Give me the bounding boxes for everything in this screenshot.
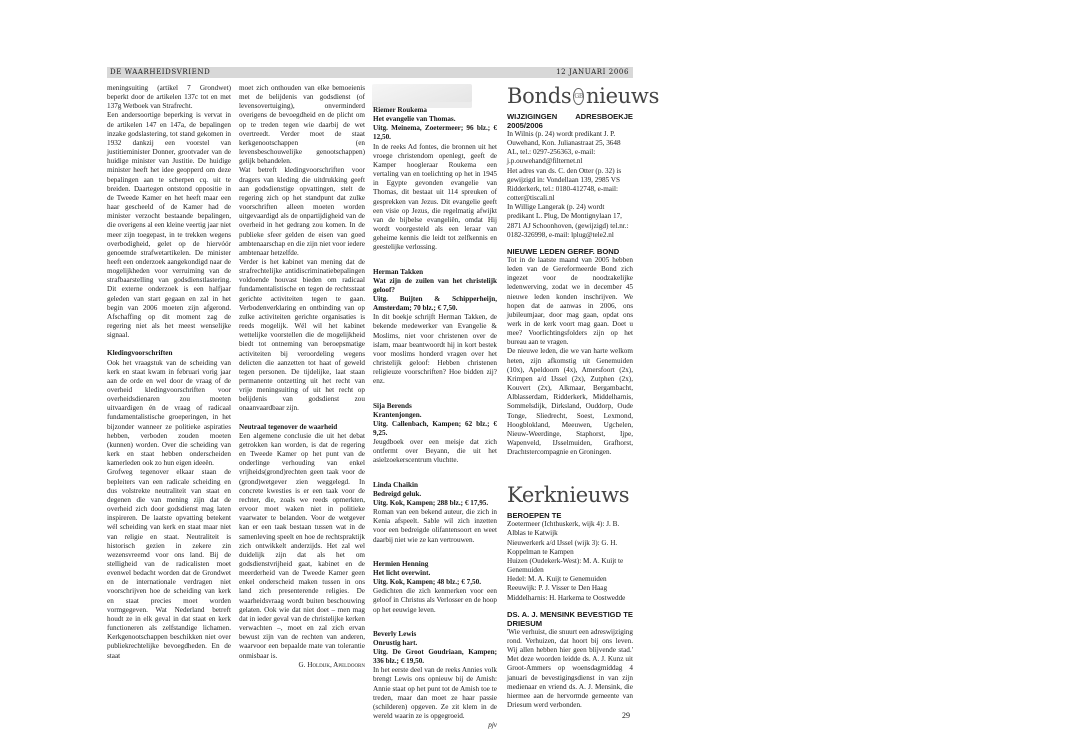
bond-logo-icon: GB [573, 88, 584, 105]
news-column [507, 84, 660, 710]
call-entry: Hedel: M. A. Kuijt te Genemuiden [507, 575, 607, 584]
paragraph: Wat betreft kledingvoorschriften voor dragers van kleding die uitdrukking geeft aan godsdienstige opvattingen, stelt de regering zich op het standpunt dat zulke voorschriften alleen moeten worden uitgevaardigd als de onpartijdigheid van de overheid in het gedrang zou komen. In de publieke sfeer gelden de eisen van goed ambtenaarschap en die zijn niet voor iedere ambtenaar hetzelfde. [239, 166, 365, 257]
book-author: Herman Takken [373, 267, 424, 276]
call-entry: Nieuwerkerk a/d IJssel (wijk 3): G. H. Koppelman te Kampen [507, 538, 618, 556]
issue-date: 12 JANUARI 2006 [556, 68, 629, 76]
book-description: In dit boekje schrijft Herman Takken, de bekende medewerker van Evangelie & Moslims, niet voor christenen over de islam, maar beantwoordt hij in kort bestek voor moslims honderd vragen over het christelijk geloof: Hebben christenen religieuze voorschriften? Hoe bidden zij? enz. [373, 313, 497, 386]
subheading-neutraal: Neutraal tegenover de waarheid [239, 422, 338, 431]
heading-mensink: DS. A. J. MENSINK BEVESTIGD TE DRIESUM [507, 609, 633, 628]
book-title: Wat zijn de zuilen van het christelijk geloof? [373, 276, 497, 294]
book-author: Beverly Lewis [373, 629, 417, 638]
paragraph: Een algemene conclusie die uit het debat getrokken kan worden, is dat de regering en Tweede Kamer op het punt van de onderlinge verhouding van enkel vrijheids(grond)rechten geen taak voor de (grond)wetgever zien weggelegd. In concrete kwesties is er een taak voor de rechter, die, zoals we reeds opmerkten, ervoor moet waken niet in politieke vaarwater te belanden. Voor de wetgever kan er een taak bestaan tussen wat in de samenleving speelt en hoe de rechtspraktijk zich ontwikkelt anderzijds. Het zal wel duidelijk zijn dat als het om godsdienstvrijheid gaat, kabinet en de meerderheid van de Tweede Kamer geen enkel onderscheid maken tussen in ons land zich presenterende religies. De waarheidsvraag wordt buiten beschouwing gelaten. Ook wie dat niet doet – men mag dat in ieder geval van de christelijke kerken verwachten –, moet en zal zich ervan bewust zijn van de rechten van anderen, waarvoor een bepaalde mate van tolerantie onmisbaar is. [239, 431, 365, 660]
book-description: Roman van een bekend auteur, die zich in Kenia afspeelt. Sable wil zich inzetten voor een bedreigde olifantensoort en weet daarbij niet wie ze kan vertrouwen. [373, 508, 497, 544]
kerknieuws-title: Kerknieuws [507, 483, 630, 508]
heading-adresboekje: WIJZIGINGEN ADRESBOEKJE 2005/2006 [507, 112, 633, 130]
bondsnieuws-title [507, 84, 660, 108]
paragraph: moet zich onthouden van elke bemoeienis met de belijdenis van godsdienst (of levensovertuiging), onverminderd overigens de bevoegdheid en de plicht om op te treden tegen wie daarbij de wet overtreedt. Verder moet de staat kerkgenootschappen (en levensbeschouwelijke genootschappen) gelijk behandelen. [239, 84, 365, 166]
book-title: Krantenjongen. [373, 410, 422, 419]
heading-nieuwe-leden: NIEUWE LEDEN GEREF. BOND [507, 246, 620, 256]
book-title: Het evangelie van Thomas. [373, 115, 456, 124]
call-entry: Zoetermeer (Ichthuskerk, wijk 4): J. B. Alblas te Katwijk [507, 520, 620, 538]
book-author: Hermien Henning [373, 559, 429, 568]
book-author: Riemer Roukema [373, 106, 427, 114]
book-title: Bedreigd geluk. [373, 489, 422, 498]
paragraph: Verder is het kabinet van mening dat de strafrechtelijke antidiscriminatiebepalingen voldoende houvast bieden om radicaal fundamentalistische en tegen de rechtsstaat gerichte activiteiten tegen te gaan. Verbodenverklaring en ontbinding van op zulke activiteiten gerichte organisaties is reeds mogelijk. Wél wil het kabinet wettelijke voorstellen die de mogelijkheid biedt tot ontneming van beroepsmatige activiteiten bij veroordeling wegens delicten die aanzetten tot haat of geweld tegen personen. De tijdelijke, laat staan permanente ontzetting uit het recht van vrije meningsuiting of uit het recht op belijdenis van godsdienst zou onaanvaardbaar zijn. [239, 257, 365, 413]
paragraph: Ook het vraagstuk van de scheiding van kerk en staat kwam in februari vorig jaar aan de orde en wel door de vraag of de overheid kledingvoorschriften voor overheidsdienaren zou moeten uitvaardigen én de vraag of radicaal fundamentalistische groeperingen, in het bijzonder wanneer ze politieke aspiraties hebben, verboden zouden moeten (kunnen) worden. Over die scheiding van kerk en staat hebben onderscheiden kamerleden ook zo hun eigen ideeën. [107, 358, 231, 468]
book-review [373, 560, 497, 615]
address-entry: Het adres van ds. C. den Otter (p. 32) is gewijzigd in: Vondellaan 139, 2985 VS Ridderkerk, tel.: 0180-412748, e-mail: cotter@tiscali.nl [507, 166, 622, 203]
book-review [373, 268, 497, 387]
book-title: Het licht overwint. [373, 568, 431, 577]
book-description: In de reeks Ad fontes, die bronnen uit het vroege christendom openlegt, geeft de Kamper hoogleraar Roukema een vertaling van en toelichting op het in 1945 in Egypte gevonden evangelie van Thomas, dit bestaat uit 114 spreuken of gesprekken van Jezus. Dit evangelie geeft een visie op Jezus, die regelmatig afwijkt van de bijbelse evangeliën, omdat Hij wordt voorgesteld als een leraar van geheime kennis die leidt tot zelfkennis en geestelijke verlossing. [373, 142, 497, 252]
call-entry: Middelharnis: H. Harkema te Oostwedde [507, 593, 626, 602]
subheading-kledingvoorschriften: Kledingvoorschriften [107, 349, 173, 358]
bondsnieuws-title-part1: Bonds [507, 84, 572, 108]
book-publisher: Uitg. Kok, Kampen; 288 blz.; € 17,95. [373, 498, 489, 507]
paragraph: De nieuwe leden, die we van harte welkom heten, zijn afkomstig uit Genemuiden (10x), Apeldoorn (4x), Amersfoort (2x), Krimpen a/d IJssel (2x), Zutphen (2x), Kouvert (2x), Alkmaar, Bergambacht, Alblasserdam, Ridderkerk, Middelharnis, Sommelsdijk, Dirksland, Ouddorp, Oude Tonge, Sliedrecht, Soest, Lexmond, Hoogblokland, Meeuwen, Ugchelen, Nieuw-Weerdinge, Staphorst, Ijpe, Wapenveld, IJsselmuiden, Grafhorst, Drachtstercompagnie en Groningen. [507, 347, 633, 457]
page-header [107, 67, 633, 78]
paragraph: Tot in de laatste maand van 2005 hebben leden van de Gereformeerde Bond zich ingezet voor de noodzakelijke ledenwerving, zodat we in december 45 nieuwe leden konden inschrijven. We hopen dat de aanwas in 2006, ons jubileumjaar, door mag gaan, opdat ons werk in de kerk voort mag gaan. Doet u mee? Voorlichtingsfolders zijn op het bureau aan te vragen. [507, 255, 633, 347]
call-entry: Reeuwijk: P. J. Visser te Den Haag [507, 584, 608, 593]
page-number: 29 [622, 711, 630, 720]
paragraph: Een andersoortige beperking is vervat in de artikelen 147 en 147a, de bepalingen inzake godslastering, tot stand gekomen in 1932 dankzij een voorstel van justitieminister Donner, grootvader van de huidige minister van Justitie. De huidige minister heeft het idee geopperd om deze bepalingen aan te scherpen cq. uit te breiden. Daartegen ontstond oppositie in de Tweede Kamer en het heeft maar een haar gescheeld of de Kamer had de minister verzocht bestaande bepalingen, die overigens al een kleine veertig jaar niet meer zijn toegepast, in te trekken wegens overbodigheid, gelet op de hiervóór genoemde strafwetartikelen. De minister heeft een onderzoek aangekondigd naar de mogelijkheden voor verruiming van de strafbaarstelling van godsdienstlastering. Dit externe onderzoek is een halfjaar geleden van start gegaan en zal in het begin van 2006 moeten zijn afgerond. Afschaffing op dit moment zag de regering niet als het meest wenselijke signaal. [107, 111, 231, 340]
address-entry: In Wilnis (p. 24) wordt predikant J. P. Ouwehand, Kon. Julianastraat 25, 3648 AL, tel.: 0297-256363, e-mail: j.p.ouwehand@filternet.nl [507, 130, 621, 166]
book-description: In het eerste deel van de reeks Annies volk brengt Lewis ons opnieuw bij de Amish: Annie staat op het punt tot de Amish toe te treden, maar dan moet ze haar passie (schilderen) opgeven. Ze zit klem in de wereld waarin ze is opgegroeid. [373, 666, 497, 721]
book-review-column [373, 84, 497, 730]
review-signature: pjv [488, 721, 497, 730]
book-description: Gedichten die zich kenmerken voor een geloof in Christus als Verlosser en de hoop op het eeuwige leven. [373, 587, 497, 614]
magazine-name: DE WAARHEIDSVRIEND [110, 68, 211, 76]
address-entry: In Willige Langerak (p. 24) wordt predikant L. Plug, De Montignylaan 17, 2871 AJ Schoonhoven, (gewijzigd) tel.nr.: 0182-326998, e-mail: lplug@tele2.nl [507, 203, 629, 239]
paragraph: 'Wie verhuist, die snuurt een adreswijziging rond. Verhuizen, dat hoort bij ons leven. Wij allen hebben hier geen blijvende stad.' Met deze woorden leidde ds. A. J. Kunz uit Groot-Ammers op woensdagmiddag 4 januari de bevestigingsdienst in van zijn medienaar en vriend ds. A. J. Mensink, die hiermee aan de hervormde gemeente van Driesum werd verbonden. [507, 627, 633, 709]
book-publisher: Uitg. Callenbach, Kampen; 62 blz.; € 9,25. [373, 419, 497, 437]
book-review [373, 106, 497, 253]
book-author: Linda Chaikin [373, 480, 418, 489]
book-publisher: Uitg. Buijten & Schipperheijn, Amsterdam; 70 blz.; € 7,50. [373, 294, 497, 313]
book-review [373, 481, 497, 545]
paragraph: meningsuiting (artikel 7 Grondwet) beperkt door de artikelen 137c tot en met 137g Wetboek van Strafrecht. [107, 84, 231, 111]
book-author: Sija Berends [373, 401, 412, 410]
book-publisher: Uitg. Meinema, Zoetermeer; 96 blz.; € 12,50. [373, 124, 497, 142]
heading-beroepen: BEROEPEN TE [507, 511, 562, 521]
article-column-1 [107, 84, 231, 661]
book-publisher: Uitg. De Groot Goudriaan, Kampen; 336 blz.; € 19,50. [373, 647, 497, 666]
book-publisher: Uitg. Kok, Kampen; 48 blz.; € 7,50. [373, 578, 482, 587]
bondsnieuws-title-part2: nieuws [585, 84, 660, 108]
call-entry: Huizen (Oudekerk-West): M. A. Kuijt te Genemuiden [507, 556, 624, 575]
article-signature: G. Holdijk, Apeldoorn [298, 660, 365, 669]
article-column-2 [239, 84, 365, 670]
book-description: Jeugdboek over een meisje dat zich ontfermt over Beyann, die uit het asielzoekerscentrum vluchtte. [373, 438, 497, 465]
book-review [373, 402, 497, 466]
book-review [373, 630, 497, 722]
book-title: Onrustig hart. [373, 638, 418, 647]
paragraph: Grofweg tegenover elkaar staan de bepleiters van een radicale scheiding en dus volstrekte neutraliteit van staat en degenen die van mening zijn dat de overheid zich door godsdienst mag laten inspireren. De laatste opvatting betekent wél scheiding van kerk en staat maar niet van religie en staat. Neutraliteit is historisch gezien in zekere zin wezensvreemd voor ons land. Bij de stelligheid van de radicalisten moet evenwel bedacht worden dat de Grondwet en de internationale verdragen niet voorschrijven hoe de scheiding van kerk en staat precies moet worden vormgegeven. Wat Nederland betreft houdt ze in elk geval in dat staat en kerk functioneren als zelfstandige lichamen. Kerkgenootschappen beschikken niet over publiekrechtelijke bevoegdheden. En de staat [107, 468, 231, 660]
